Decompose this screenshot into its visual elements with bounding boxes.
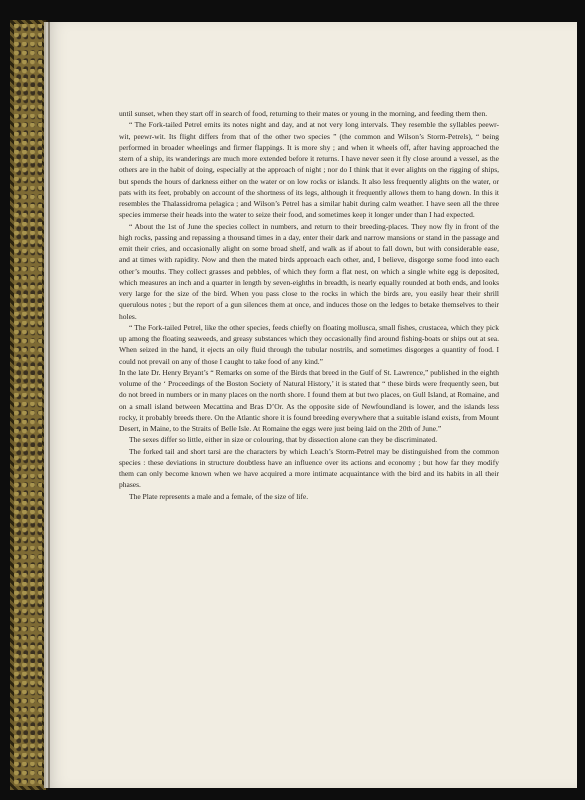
page-text — [119, 108, 499, 502]
paragraph: The forked tail and short tarsi are the characters by which Leach’s Storm-Petrel may be distinguished from the common species : these deviations in structure doubtless have an influence over its actions and economy ; but how far they modify them can only become known when we have acquired a more intimate acquaintance with the bird and its habits in all their phases. — [119, 446, 499, 490]
paragraph: “ About the 1st of June the species collect in numbers, and return to their breeding-places. They now fly in front of the high rocks, passing and repassing a thousand times in a day, enter their dark and narrow mansions or stand in the passage and emit their cries, and occasionally alight on some broad shelf, and walk as if about to fall down, but with considerable ease, and at times with rapidity. Now and then the mated birds approach each other, and, I believe, disgorge some food into each other’s mouths. They collect grasses and pebbles, of which they form a flat nest, on which a single white egg is deposited, which measures an inch and a quarter in length by seven-eighths in breadth, is nearly equally rounded at both ends, and looks very large for the size of the bird. When you pass close to the rocks in which the birds are, you easily hear their shrill querulous notes ; but the report of a gun silences them at once, and induces those on the ledges to betake themselves to their holes. — [119, 221, 499, 321]
marbled-page-edge — [14, 24, 42, 786]
paragraph: “ The Fork-tailed Petrel, like the other species, feeds chiefly on floating mollusca, small fishes, crustacea, which they pick up among the floating seaweeds, and greasy substances which they occasionally find around fishing-boats or ships out at sea. When seized in the hand, it ejects an oily fluid through the tubular nostrils, and sometimes disgorges a quantity of food. I could not prevail on any of those I caught to take food of any kind.” — [119, 322, 499, 366]
paragraph: The sexes differ so little, either in size or colouring, that by dissection alone can they be discriminated. — [129, 435, 438, 445]
paragraph: until sunset, when they start off in search of food, returning to their mates or young in the morning, and feeding them then. — [119, 109, 488, 118]
paragraph: In the late Dr. Henry Bryant’s “ Remarks on some of the Birds that breed in the Gulf of St. Lawrence,” published in the eighth volume of the ‘ Proceedings of the Boston Society of Natural History,’ it is stated that “ these birds were frequently seen, but do not breed in numbers or in many places on the north shore. I found them at but two places, on Gull Island, at Romaine, and on a small island between Mecattina and Bras D’Or. As the opposite side of Newfoundland is lower, and the islands less rocky, it probably breeds there. On the Atlantic shore it is found breeding everywhere that a suitable island exists, from Mount Desert, in Maine, to the Straits of Belle Isle. At Romaine the eggs were just being laid on the 20th of June.” — [119, 367, 499, 433]
gutter-line — [48, 22, 50, 788]
paragraph: The Plate represents a male and a female, of the size of life. — [129, 491, 309, 501]
paragraph: “ The Fork-tailed Petrel emits its notes night and day, and at not very long intervals. They resemble the syllables peewr-wit, peewr-wit. Its flight differs from that of the other two species ” (the common and Wilson’s Storm-Petrels), “ being performed in broader wheelings and firmer flappings. It is more shy ; and when it wheels off, after having approached the stern of a ship, its wanderings are much more extended before it returns. I have never seen it fly close around a vessel, as the others are in the habit of doing, especially at the approach of night ; nor do I think that it ever alights on the rigging of ships, but spends the hours of darkness either on the water or on low rocks or islands. It also less frequently alights on the water, or pats with its feet, probably on account of the shortness of its legs, although it frequently allows them to hang down. In this it resembles the Thalassidroma pelagica ; and Wilson’s Petrel has a similar habit during calm weather. I have seen all the three species immerse their heads into the water to seize their food, and sometimes keep it longer under than I had expected. — [119, 120, 499, 220]
